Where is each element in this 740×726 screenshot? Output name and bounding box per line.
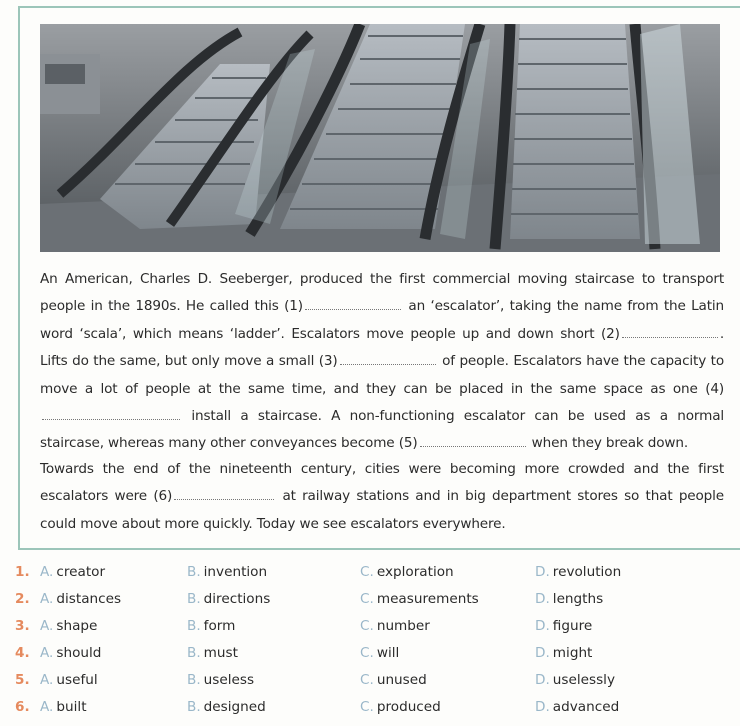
escalators-photo xyxy=(40,24,720,252)
option-d[interactable] xyxy=(535,618,592,634)
option-c[interactable] xyxy=(360,672,427,688)
option-b[interactable] xyxy=(187,699,266,715)
question-row xyxy=(0,699,740,725)
option-letter: B. xyxy=(187,564,201,580)
option-b[interactable] xyxy=(187,618,235,634)
gap-number: (6) xyxy=(153,488,173,505)
option-text: figure xyxy=(552,618,593,634)
question-number: 4. xyxy=(15,645,30,661)
option-d[interactable] xyxy=(535,699,619,715)
passage-text: an ‘escalator’, taking the name from the Latin word ‘scala’, which means ‘ladder’. Escalators move people up and down short xyxy=(40,298,725,342)
option-letter: D. xyxy=(535,618,550,634)
answer-blank[interactable] xyxy=(174,485,274,500)
question-number: 3. xyxy=(15,618,30,634)
option-text: lengths xyxy=(552,591,604,607)
option-d[interactable] xyxy=(535,564,621,580)
passage-paragraph-2 xyxy=(40,456,724,538)
question-row xyxy=(0,591,740,617)
answer-blank[interactable] xyxy=(42,405,180,420)
passage-text: An American, Charles D. Seeberger, produced the first commercial moving staircase to transport people in the 1890s. He called this xyxy=(40,271,724,315)
option-text: creator xyxy=(56,564,106,580)
answer-blank[interactable] xyxy=(340,350,436,365)
question-row xyxy=(0,564,740,590)
option-letter: D. xyxy=(535,564,550,580)
gap-number: (4) xyxy=(705,380,724,397)
option-text: distances xyxy=(56,591,122,607)
option-letter: B. xyxy=(187,699,201,715)
option-d[interactable] xyxy=(535,645,592,661)
answer-blank[interactable] xyxy=(622,323,718,338)
option-text: useful xyxy=(56,672,98,688)
option-letter: D. xyxy=(535,672,550,688)
option-letter: C. xyxy=(360,564,374,580)
option-letter: C. xyxy=(360,672,374,688)
option-letter: A. xyxy=(40,618,54,634)
passage-text: at railway stations and in big department stores so that people could move about more quickly. Today we see escalators everywhere. xyxy=(40,488,724,532)
option-text: advanced xyxy=(552,699,620,715)
option-c[interactable] xyxy=(360,564,454,580)
option-letter: C. xyxy=(360,618,374,634)
option-text: built xyxy=(56,699,87,715)
option-letter: B. xyxy=(187,591,201,607)
option-c[interactable] xyxy=(360,618,430,634)
option-d[interactable] xyxy=(535,672,615,688)
gap-number: (1) xyxy=(284,298,303,315)
passage-paragraph-1 xyxy=(40,266,724,458)
option-text: invention xyxy=(203,564,268,580)
passage-text: Towards the end of the nineteenth century, cities were becoming more crowded and the first escalators were xyxy=(40,461,724,505)
question-number: 5. xyxy=(15,672,30,688)
answer-blank[interactable] xyxy=(420,432,526,447)
question-number: 1. xyxy=(15,564,30,580)
passage-text: when they break down. xyxy=(531,435,689,452)
passage-text: install a staircase. A non-functioning escalator can be used as a normal staircase, whereas many other conveyances become xyxy=(40,408,724,452)
option-text: might xyxy=(552,645,593,661)
option-text: designed xyxy=(203,699,266,715)
option-text: should xyxy=(56,645,102,661)
option-a[interactable] xyxy=(40,591,121,607)
option-letter: D. xyxy=(535,645,550,661)
option-text: unused xyxy=(376,672,427,688)
question-number: 2. xyxy=(15,591,30,607)
passage-text: of people. Escalators have the capacity to move a lot of people at the same time, and they can be placed in the same space as one xyxy=(40,353,725,397)
option-letter: C. xyxy=(360,699,374,715)
option-a[interactable] xyxy=(40,645,101,661)
option-text: number xyxy=(376,618,430,634)
option-text: exploration xyxy=(376,564,454,580)
option-letter: A. xyxy=(40,699,54,715)
option-text: shape xyxy=(56,618,98,634)
option-text: directions xyxy=(203,591,271,607)
answer-blank[interactable] xyxy=(305,295,401,310)
option-a[interactable] xyxy=(40,564,105,580)
option-text: must xyxy=(203,645,238,661)
option-b[interactable] xyxy=(187,672,254,688)
passage-text: . Lifts do the same, but only move a small xyxy=(40,325,724,370)
option-text: form xyxy=(203,618,236,634)
option-a[interactable] xyxy=(40,618,97,634)
gap-number: (3) xyxy=(318,353,338,370)
option-letter: B. xyxy=(187,672,201,688)
option-text: will xyxy=(376,645,400,661)
option-text: produced xyxy=(376,699,441,715)
escalators-illustration xyxy=(40,24,720,252)
option-letter: D. xyxy=(535,591,550,607)
option-b[interactable] xyxy=(187,564,267,580)
option-b[interactable] xyxy=(187,591,270,607)
option-letter: C. xyxy=(360,591,374,607)
option-letter: A. xyxy=(40,591,54,607)
option-letter: B. xyxy=(187,645,201,661)
question-row xyxy=(0,672,740,698)
option-text: uselessly xyxy=(552,672,615,688)
gap-number: (5) xyxy=(398,435,418,452)
option-c[interactable] xyxy=(360,591,479,607)
question-number: 6. xyxy=(15,699,30,715)
option-letter: B. xyxy=(187,618,201,634)
question-row xyxy=(0,618,740,644)
option-letter: A. xyxy=(40,672,54,688)
option-c[interactable] xyxy=(360,645,399,661)
option-d[interactable] xyxy=(535,591,603,607)
option-letter: A. xyxy=(40,645,54,661)
option-text: measurements xyxy=(376,591,479,607)
option-text: useless xyxy=(203,672,255,688)
option-a[interactable] xyxy=(40,699,87,715)
option-c[interactable] xyxy=(360,699,441,715)
option-b[interactable] xyxy=(187,645,238,661)
option-letter: C. xyxy=(360,645,374,661)
option-letter: A. xyxy=(40,564,54,580)
option-text: revolution xyxy=(552,564,622,580)
option-a[interactable] xyxy=(40,672,98,688)
option-letter: D. xyxy=(535,699,550,715)
question-row xyxy=(0,645,740,671)
gap-number: (2) xyxy=(601,325,620,342)
